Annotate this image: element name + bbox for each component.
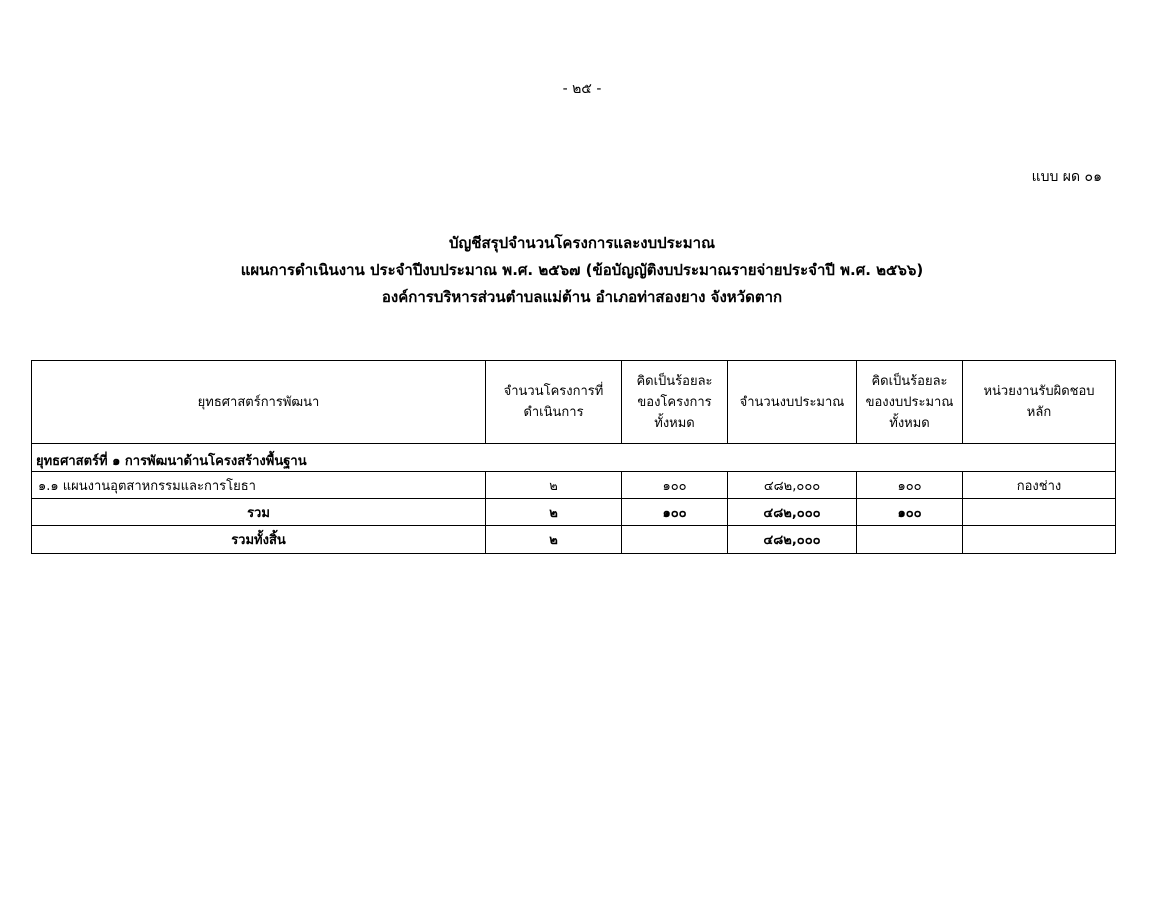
header-budget-percent-line1: คิดเป็นร้อยละ	[871, 373, 948, 389]
total-unit-cell	[963, 499, 1116, 526]
document-subtitle-plan: แผนการดำเนินงาน ประจำปีงบประมาณ พ.ศ. ๒๕๖๗ (ข้อบัญญัติงบประมาณรายจ่ายประจำปี พ.ศ. ๒๕๖๖)	[240, 261, 924, 279]
table-header-row	[32, 361, 1116, 444]
grand-total-unit-cell	[963, 526, 1116, 554]
grand-total-label-cell: รวมทั้งสิ้น	[32, 526, 486, 554]
table-row-grand-total	[32, 526, 1116, 554]
header-project-percent-line3: ทั้งหมด	[654, 415, 695, 431]
header-budget	[728, 361, 857, 444]
document-title-block	[0, 230, 1164, 311]
header-responsible-unit	[963, 361, 1116, 444]
header-budget-label: จำนวนงบประมาณ	[739, 394, 845, 410]
table-row-total	[32, 499, 1116, 526]
header-project-count	[486, 361, 622, 444]
document-title: บัญชีสรุปจำนวนโครงการและงบประมาณ	[448, 234, 715, 252]
header-budget-percent-line2: ของงบประมาณ	[865, 394, 954, 410]
plan-project-percent-cell: ๑๐๐	[622, 472, 728, 499]
header-project-count-line1: จำนวนโครงการที่	[503, 384, 604, 399]
project-budget-summary-table	[31, 360, 1116, 554]
table-row-plan	[32, 472, 1116, 499]
form-code: แบบ ผด ๐๑	[1031, 169, 1102, 185]
header-budget-percent-line3: ทั้งหมด	[889, 415, 930, 431]
header-project-percent-line1: คิดเป็นร้อยละ	[636, 373, 713, 389]
total-label-cell: รวม	[32, 499, 486, 526]
table-row-strategy	[32, 444, 1116, 472]
plan-budget-cell: ๔๘๒,๐๐๐	[728, 472, 857, 499]
total-budget-cell: ๔๘๒,๐๐๐	[728, 499, 857, 526]
plan-budget-percent-cell: ๑๐๐	[857, 472, 963, 499]
header-project-percent	[622, 361, 728, 444]
page-number: - ๒๕ -	[562, 81, 602, 97]
grand-total-budget-percent-cell	[857, 526, 963, 554]
strategy-cell: ยุทธศาสตร์ที่ ๑ การพัฒนาด้านโครงสร้างพื้นฐาน	[32, 444, 1116, 472]
header-budget-percent	[857, 361, 963, 444]
grand-total-budget-cell: ๔๘๒,๐๐๐	[728, 526, 857, 554]
grand-total-project-count-cell: ๒	[486, 526, 622, 554]
header-strategy	[32, 361, 486, 444]
total-project-count-cell: ๒	[486, 499, 622, 526]
total-project-percent-cell: ๑๐๐	[622, 499, 728, 526]
plan-unit-cell: กองช่าง	[963, 472, 1116, 499]
plan-project-count-cell: ๒	[486, 472, 622, 499]
header-project-count-line2: ดำเนินการ	[523, 405, 584, 420]
document-subtitle-organization: องค์การบริหารส่วนตำบลแม่ต้าน อำเภอท่าสองยาง จังหวัดตาก	[381, 288, 783, 306]
plan-name-cell: ๑.๑ แผนงานอุตสาหกรรมและการโยธา	[32, 472, 486, 499]
header-strategy-label: ยุทธศาสตร์การพัฒนา	[197, 394, 320, 410]
total-budget-percent-cell: ๑๐๐	[857, 499, 963, 526]
header-responsible-unit-line2: หลัก	[1026, 405, 1052, 420]
grand-total-project-percent-cell	[622, 526, 728, 554]
header-responsible-unit-line1: หน่วยงานรับผิดชอบ	[983, 384, 1095, 399]
header-project-percent-line2: ของโครงการ	[637, 394, 712, 410]
